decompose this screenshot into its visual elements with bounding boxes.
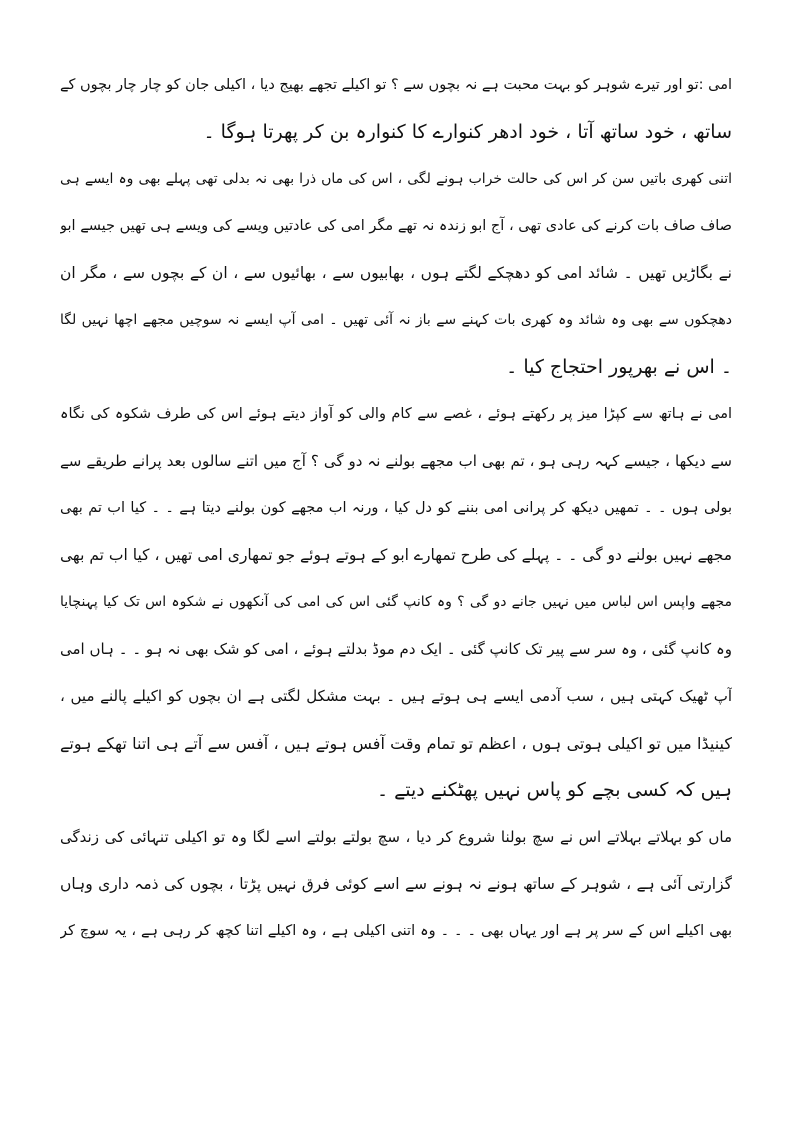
text-line: امی :تو اور تیرے شوہر کو بہت محبت ہے نہ بچوں سے ؟ تو اکیلے تجھے بھیج دیا ، اکیلی جان کو چار چار بچوں کے — [60, 77, 732, 93]
text-line: ہیں کہ کسی بچے کو پاس نہیں پھٹکنے دیتے ۔ — [376, 779, 732, 801]
paragraph — [60, 391, 732, 814]
text-line: دھچکوں سے بھی وہ شائد وہ کھری بات کہنے سے باز نہ آئی تھیں ۔ امی آپ ایسے نہ سوچیں مجھے اچھا نہیں لگا — [60, 312, 732, 328]
text-line: امی نے ہاتھ سے کپڑا میز پر رکھتے ہوئے ، غصے سے کام والی کو آواز دیتے ہوئے اس کی طرف شکوہ کی نگاہ — [60, 406, 732, 422]
text-line: ۔ اس نے بھرپور احتجاج کیا ۔ — [506, 356, 732, 378]
text-line: نے بگاڑیں تھیں ۔ شائد امی کو دھچکے لگتے ہوں ، بھابیوں سے ، بھائیوں سے ، ان کے بچوں سے ، مگر ان — [60, 264, 732, 282]
paragraph — [60, 156, 732, 391]
text-line: بولی ہوں ۔ ۔ تمھیں دیکھ کر پرانی امی بننے کو دل کیا ، ورنہ اب مجھے کون بولنے دیتا ہے ۔ ۔ کیا اب تم بھی — [60, 500, 732, 516]
paragraph — [60, 62, 732, 156]
text-line: ماں کو بہلاتے بہلاتے اس نے سچ بولنا شروع کر دیا ، سچ بولتے بولتے اسے لگا وہ تو اکیلی تنہائی کی زندگی — [60, 828, 732, 846]
story-text — [60, 62, 732, 955]
text-line: آپ ٹھیک کہتی ہیں ، سب آدمی ایسے ہی ہوتے ہیں ۔ بہت مشکل لگتی ہے ان بچوں کو اکیلے پالنے میں ، — [60, 687, 732, 705]
text-line: اتنی کھری باتیں سن کر اس کی حالت خراب ہونے لگی ، اس کی ماں ذرا بھی نہ بدلی تھی پہلے بھی وہ ایسے ہی — [60, 171, 732, 187]
text-line: وہ کانپ گئی ، وہ سر سے پیر تک کانپ گئی ۔ ایک دم موڈ بدلتے ہوئے ، امی کو شک بھی نہ ہو ۔ ۔ ہاں امی — [60, 640, 732, 658]
text-line: مجھے واپس اس لباس میں نہیں جانے دو گی ؟ وہ کانپ گئی اس کی امی کی آنکھوں نے شکوہ اس تک کیا پہنچایا — [60, 594, 732, 610]
text-line: سے دیکھا ، جیسے کہہ رہی ہو ، تم بھی اب مجھے بولنے نہ دو گی ؟ آج میں اتنے سالوں بعد پرانے طریقے سے — [60, 452, 732, 470]
text-line: مجھے نہیں بولنے دو گی ۔ ۔ پہلے کی طرح تمھارے ابو کے ہوتے ہوئے جو تمھاری امی تھیں ، کیا اب تم بھی — [60, 546, 732, 564]
text-line: ساتھ ، خود ساتھ آتا ، خود ادھر کنوارے کا کنوارہ بن کر پھرتا ہوگا ۔ — [203, 121, 732, 143]
paragraph — [60, 814, 732, 955]
text-line: کینیڈا میں تو اکیلی ہوتی ہوں ، اعظم تو تمام وقت آفس ہوتے ہیں ، آفس سے آتے ہی اتنا تھکے ہوتے — [60, 734, 732, 753]
text-line: بھی اکیلے اس کے سر پر ہے اور یہاں بھی ۔ ۔ ۔ وہ اتنی اکیلی ہے ، وہ اکیلے اتنا کچھ کر رہی ہے ، یہ سوچ کر — [60, 923, 732, 939]
text-line: گزارتی آئی ہے ، شوہر کے ساتھ ہونے نہ ہونے سے اسے کوئی فرق نہیں پڑتا ، بچوں کی ذمہ داری وہاں — [60, 875, 732, 893]
text-line: صاف صاف بات کرنے کی عادی تھی ، آج ابو زندہ نہ تھے مگر امی کی عادتیں ویسے کی ویسے ہی تھیں جیسے ابو — [60, 218, 732, 234]
